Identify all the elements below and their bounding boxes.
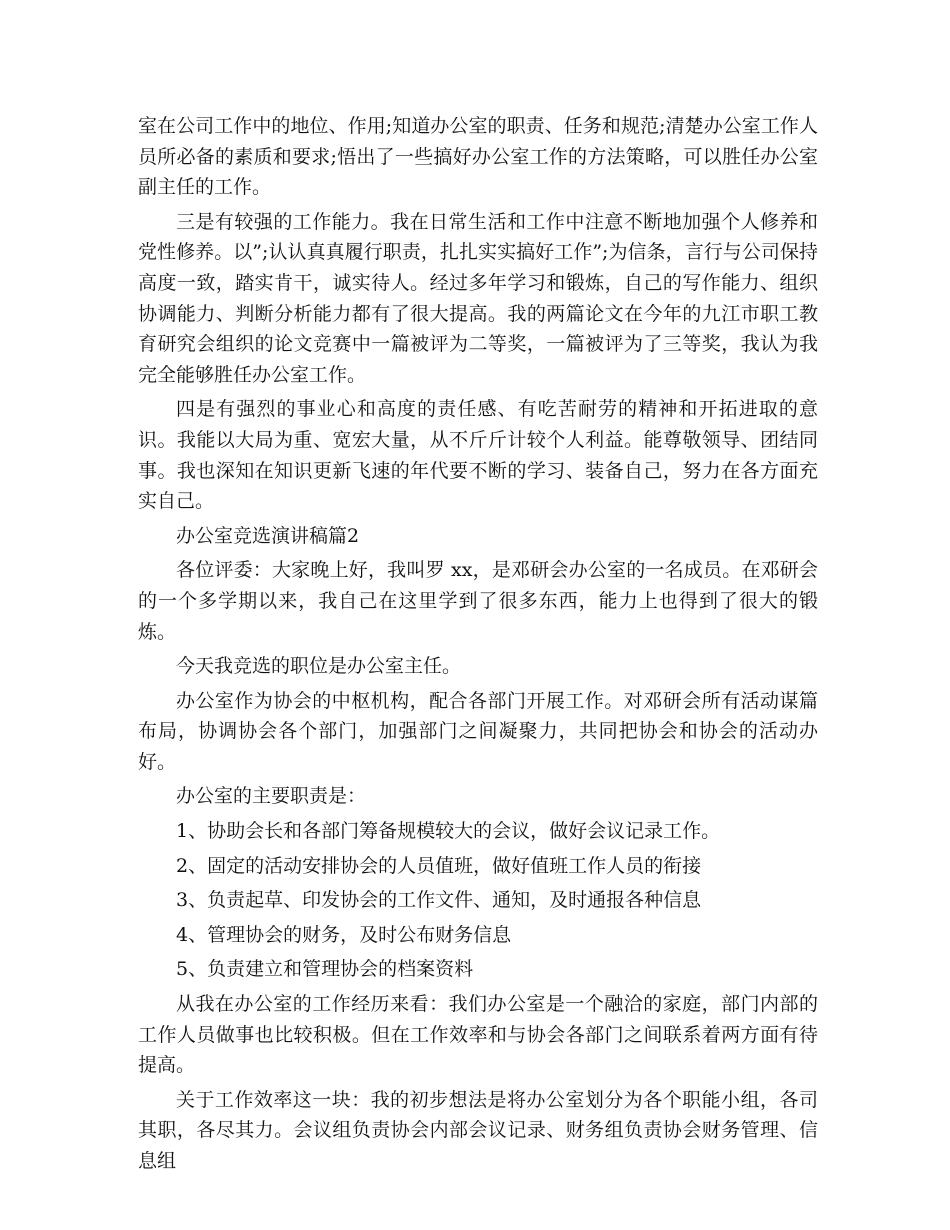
paragraph-14: 从我在办公室的工作经历来看：我们办公室是一个融洽的家庭，部门内部的工作人员做事也比较积极。但在工作效率和与协会各部门之间联系着两方面有待提高。 xyxy=(138,993,818,1077)
section-heading: 办公室竞选演讲稿篇2 xyxy=(176,524,360,547)
duties-intro: 办公室的主要职责是： xyxy=(176,785,367,808)
paragraph-7: 办公室作为协会的中枢机构，配合各部门开展工作。对邓研会所有活动谋篇布局，协调协会各个部门，加强部门之间凝聚力，共同把协会和协会的活动办好。 xyxy=(138,689,818,773)
paragraph-6: 今天我竞选的职位是办公室主任。 xyxy=(176,655,462,678)
duty-item-1: 1、协助会长和各部门筹备规模较大的会议，做好会议记录工作。 xyxy=(176,820,721,843)
duty-item-3: 3、负责起草、印发协会的工作文件、通知，及时通报各种信息 xyxy=(176,889,702,912)
paragraph-5: 各位评委：大家晚上好，我叫罗 xx，是邓研会办公室的一名成员。在邓研会的一个多学期以来，我自己在这里学到了很多东西，能力上也得到了很大的锻炼。 xyxy=(138,559,818,643)
paragraph-3: 四是有强烈的事业心和高度的责任感、有吃苦耐劳的精神和开拓进取的意识。我能以大局为重、宽宏大量，从不斤斤计较个人利益。能尊敬领导、团结同事。我也深知在知识更新飞速的年代要不断的学习、装备自己，努力在各方面充实自己。 xyxy=(138,398,818,513)
paragraph-1: 室在公司工作中的地位、作用;知道办公室的职责、任务和规范;清楚办公室工作人员所必备的素质和要求;悟出了一些搞好办公室工作的方法策略，可以胜任办公室副主任的工作。 xyxy=(138,115,818,199)
paragraph-2: 三是有较强的工作能力。我在日常生活和工作中注意不断地加强个人修养和党性修养。以”;认认真真履行职责，扎扎实实搞好工作”;为信条，言行与公司保持高度一致，踏实肯干，诚实待人。经过多年学习和锻炼，自己的写作能力、组织协调能力、判断分析能力都有了很大提高。我的两篇论文在今年的九江市职工教育研究会组织的论文竞赛中一篇被评为二等奖，一篇被评为了三等奖，我认为我完全能够胜任办公室工作。 xyxy=(138,210,818,386)
duty-item-4: 4、管理协会的财务，及时公布财务信息 xyxy=(176,923,512,946)
duty-item-2: 2、固定的活动安排协会的人员值班，做好值班工作人员的衔接 xyxy=(176,854,702,877)
document-body xyxy=(138,111,818,1181)
duty-item-5: 5、负责建立和管理协会的档案资料 xyxy=(176,958,474,981)
paragraph-15: 关于工作效率这一块：我的初步想法是将办公室划分为各个职能小组，各司其职，各尽其力。会议组负责协会内部会议记录、财务组负责协会财务管理、信息组 xyxy=(138,1088,818,1172)
